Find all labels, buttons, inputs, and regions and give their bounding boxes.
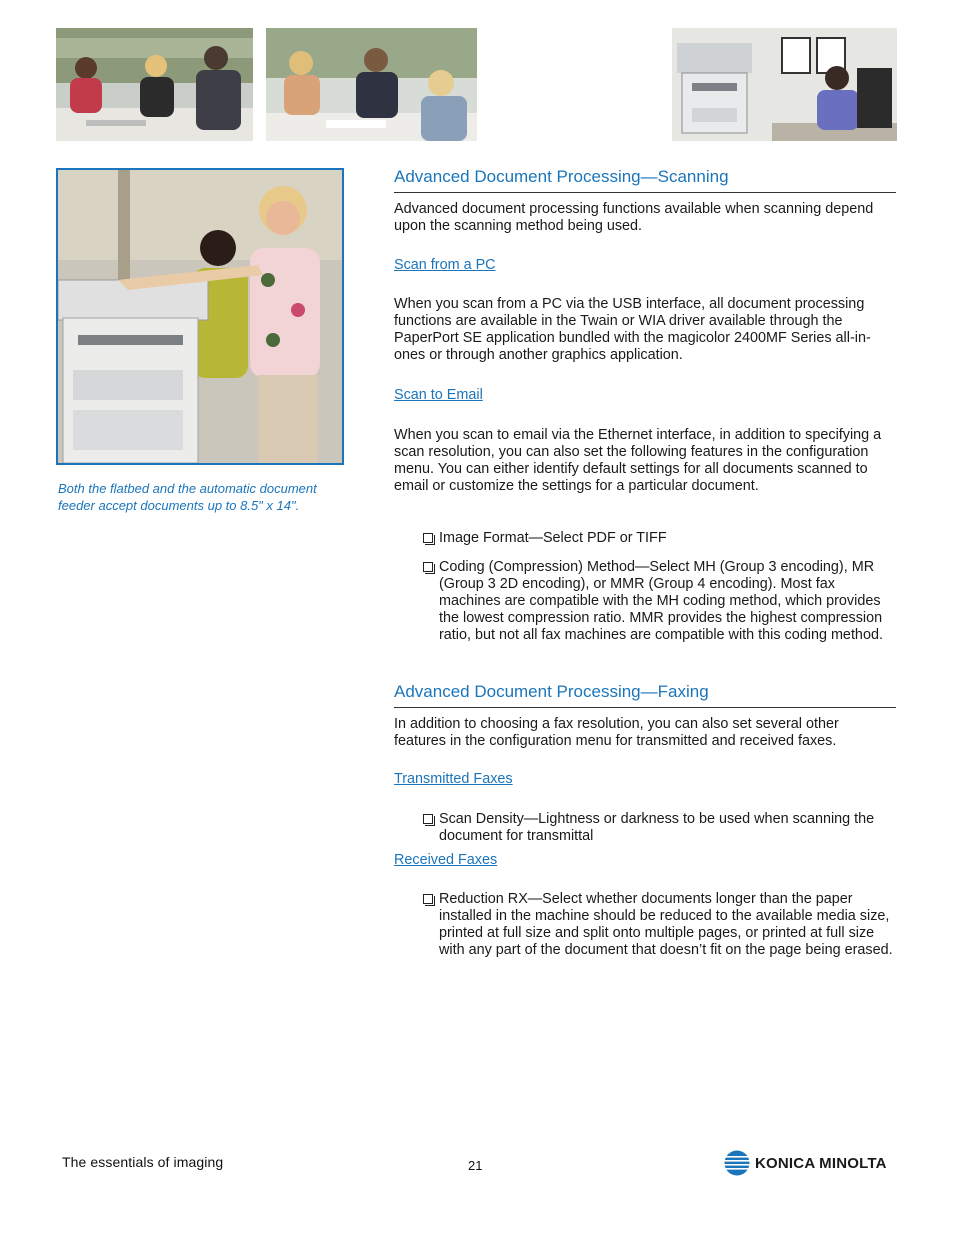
link-transmitted-faxes[interactable]: Transmitted Faxes	[394, 771, 513, 787]
bullet-text: Image Format—Select PDF or TIFF	[439, 530, 667, 546]
checkbox-bullet-icon	[423, 562, 433, 572]
checkbox-bullet-icon	[423, 814, 433, 824]
page-number: 21	[468, 1158, 483, 1173]
footer-tagline: The essentials of imaging	[62, 1154, 224, 1170]
bullet-coding-method	[422, 559, 896, 644]
photo-meeting-group	[266, 28, 477, 141]
link-scan-to-email[interactable]: Scan to Email	[394, 387, 483, 403]
bullet-scan-density	[422, 811, 896, 845]
bullet-text: Coding (Compression) Method—Select MH (Group 3 encoding), MR (Group 3 2D encoding), or MMR (Group 4 encoding). Most fax machines are compatible with the MH coding method, which provides the lowest compression ratio. MMR provides the highest compression ratio, but not all fax machines are compatible with this coding method.	[439, 559, 883, 643]
photo-flatbed-scanner	[56, 168, 344, 465]
heading-faxing: Advanced Document Processing—Faxing	[394, 681, 896, 708]
brand-name: KONICA MINOLTA	[755, 1154, 887, 1172]
scan-to-email-body: When you scan to email via the Ethernet interface, in addition to specifying a scan resolution, you can also set the following features in the configuration menu. You can either identify default settings for all documents scanned to email or customize the settings for a particular document.	[394, 427, 882, 494]
photo-meeting-women	[56, 28, 253, 141]
heading-scanning: Advanced Document Processing—Scanning	[394, 166, 896, 193]
photo-caption: Both the flatbed and the automatic document feeder accept documents up to 8.5" x 14".	[58, 481, 317, 513]
checkbox-bullet-icon	[423, 894, 433, 904]
checkbox-bullet-icon	[423, 533, 433, 543]
brand-logo	[724, 1150, 887, 1176]
globe-logo-icon	[724, 1150, 750, 1176]
link-received-faxes[interactable]: Received Faxes	[394, 852, 498, 868]
bullet-reduction-rx	[422, 891, 896, 959]
scan-from-pc-body: When you scan from a PC via the USB interface, all document processing functions are available in the Twain or WIA driver available through the PaperPort SE application bundled with the magicolor 2400MF Series all-in-ones or through another graphics application.	[394, 296, 871, 363]
link-scan-from-pc[interactable]: Scan from a PC	[394, 257, 496, 273]
bullet-image-format	[422, 530, 896, 547]
bullet-text: Reduction RX—Select whether documents longer than the paper installed in the machine should be reduced to the available media size, printed at full size and split onto multiple pages, or printed at full size with any part of the document that doesn’t fit on the page being erased.	[439, 891, 893, 958]
faxing-intro: In addition to choosing a fax resolution, you can also set several other features in the configuration menu for transmitted and received faxes.	[394, 716, 839, 749]
bullet-text: Scan Density—Lightness or darkness to be used when scanning the document for transmittal	[439, 811, 875, 844]
scanning-intro: Advanced document processing functions available when scanning depend upon the scanning method being used.	[394, 201, 874, 234]
photo-office-printer	[672, 28, 897, 141]
